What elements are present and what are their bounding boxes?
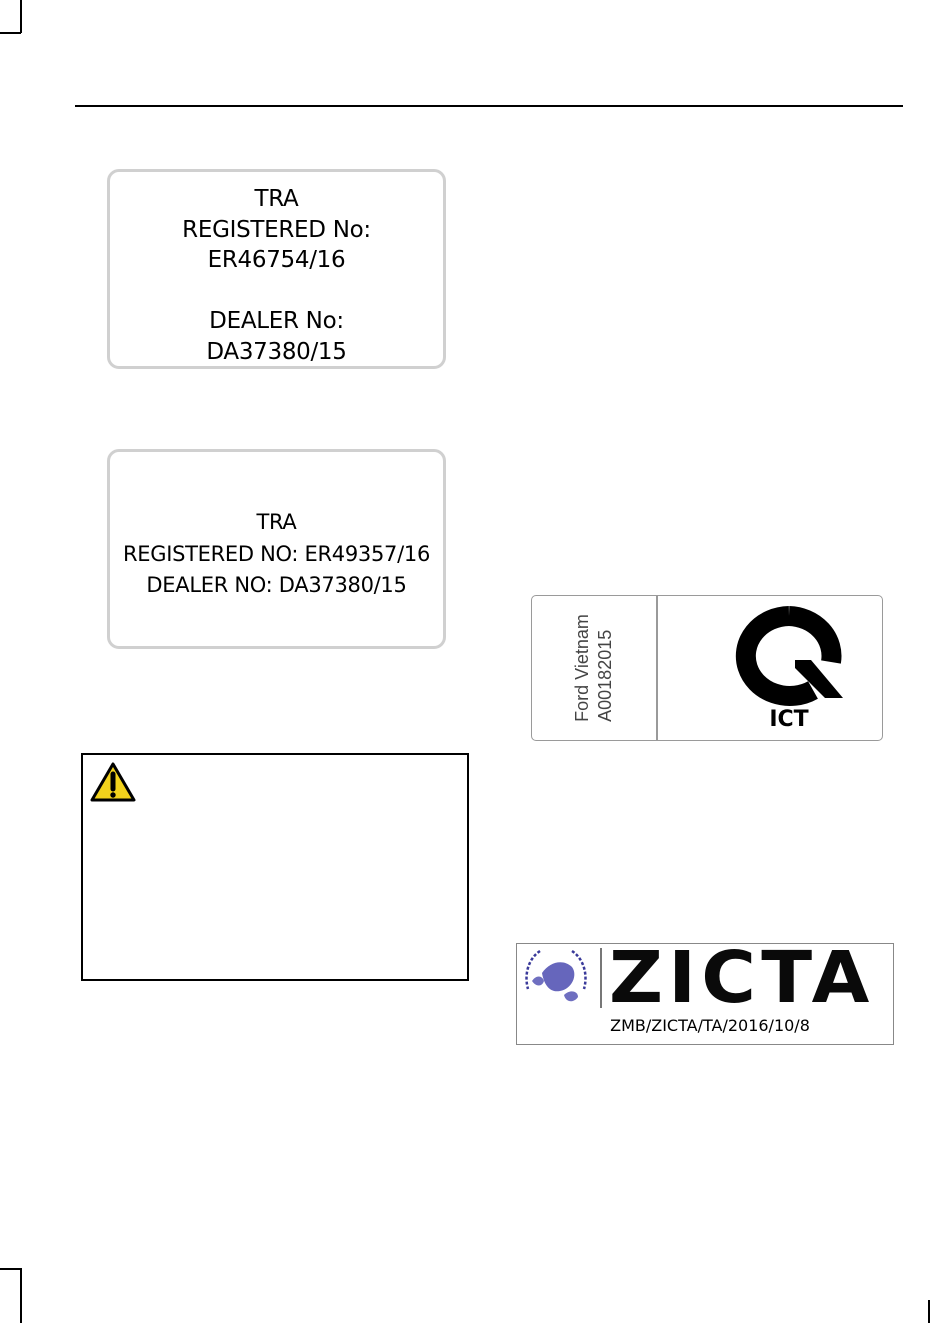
tra-label-1-line5: DA37380/15 [206, 338, 347, 365]
tra-label-1-line4: DEALER No: [209, 308, 344, 334]
ict-label [531, 595, 883, 741]
header-rule [75, 105, 903, 107]
tra-label-2 [107, 449, 446, 649]
crop-mark-bottom-right-v [928, 1300, 930, 1323]
ict-logo [731, 606, 847, 730]
tra-label-1-gap [110, 276, 443, 307]
zicta-code: ZMB/ZICTA/TA/2016/10/8 [610, 1016, 810, 1035]
tra-label-2-line3: DEALER NO: DA37380/15 [146, 573, 407, 597]
warning-box [81, 753, 469, 981]
zicta-emblem [520, 945, 592, 1013]
tra-label-1-line1: TRA [254, 186, 299, 212]
tra-label-1-line2: REGISTERED No: [182, 216, 371, 243]
tra-label-2-line2: REGISTERED NO: ER49357/16 [122, 541, 431, 566]
crop-mark-top-left-v [20, 0, 22, 33]
tra-label-2-line1: TRA [256, 510, 297, 534]
crop-mark-bottom-left-h [0, 1268, 21, 1270]
crop-mark-top-left-h [0, 32, 21, 34]
warning-triangle-icon [90, 761, 136, 803]
ict-vertical-text [571, 614, 617, 722]
tra-label-1 [107, 169, 446, 369]
tra-label-1-line3: ER46754/16 [207, 247, 346, 273]
ict-divider [656, 596, 658, 740]
ict-line2: A00182015 [595, 629, 615, 722]
ict-line1: Ford Vietnam [572, 614, 592, 722]
ict-logo-text: ICT [769, 707, 809, 730]
crop-mark-bottom-left-v [20, 1268, 22, 1323]
zicta-separator [600, 948, 602, 1008]
zicta-wordmark: ZICTA [609, 936, 875, 1019]
zicta-label [516, 936, 894, 1045]
